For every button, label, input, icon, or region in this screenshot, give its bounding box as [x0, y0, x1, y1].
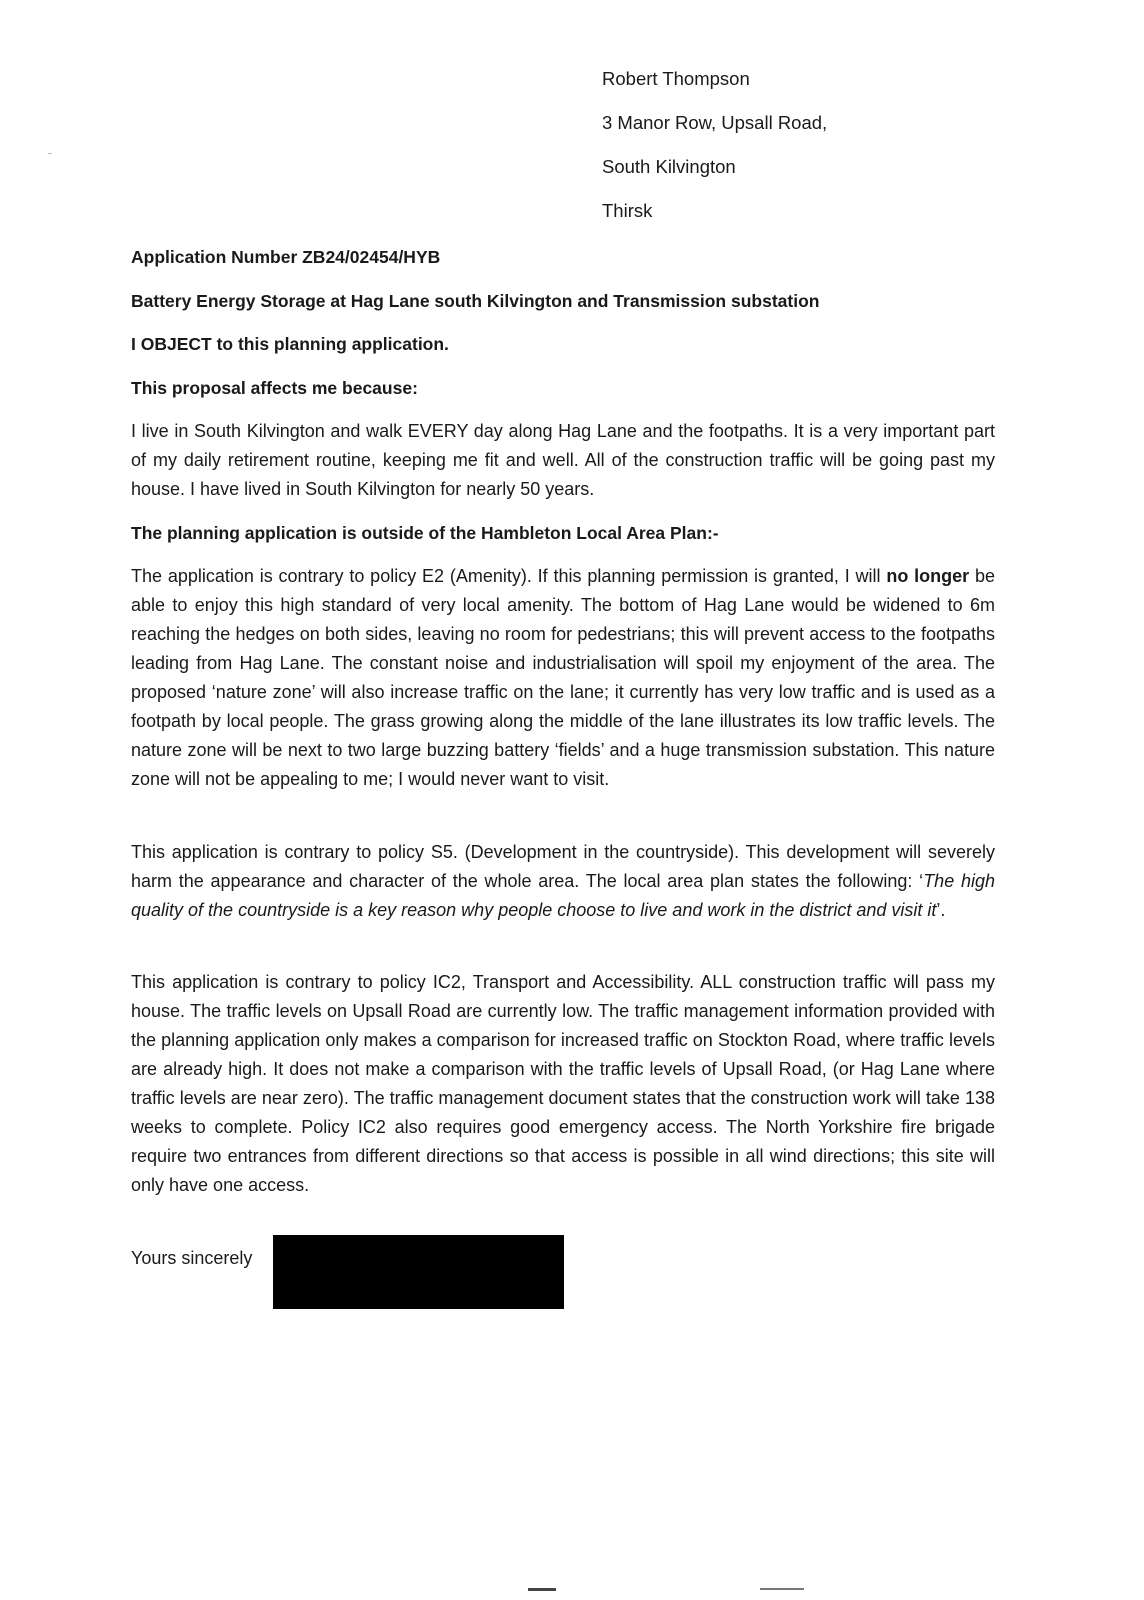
affects-paragraph [131, 417, 995, 504]
policy-e2-text-start: The application is contrary to policy E2 (Amenity). If this planning permission is granted, I will [131, 566, 887, 586]
policy-s5-quote: The high quality of the countryside is a key reason why people choose to live and work in the district and visit it [131, 871, 995, 920]
policy-s5-text-start: This application is contrary to policy S5. (Development in the countryside). This development will severely harm the appearance and character of the whole area. The local area plan states the following: ‘ [131, 842, 995, 891]
affects-paragraph-text: I live in South Kilvington and walk EVERY day along Hag Lane and the footpaths. It is a very important part of my daily retirement routine, keeping me fit and well. All of the construction traffic will be going past my house. I have lived in South Kilvington for nearly 50 years. [131, 421, 995, 499]
policy-s5-text-end: ’. [936, 900, 946, 920]
local-plan-heading: The planning application is outside of the Hambleton Local Area Plan:- [131, 523, 719, 543]
sender-address [602, 68, 827, 244]
policy-s5-paragraph [131, 838, 995, 925]
scan-artifact [528, 1588, 556, 1591]
scan-artifact [760, 1588, 804, 1590]
sender-name: Robert Thompson [602, 68, 750, 89]
objection-statement: I OBJECT to this planning application. [131, 334, 449, 354]
policy-e2-emphasis: no longer [886, 566, 970, 586]
sender-address-line-2: South Kilvington [602, 156, 736, 177]
policy-ic2-text: This application is contrary to policy IC2, Transport and Accessibility. ALL construction traffic will pass my house. The traffic levels on Upsall Road are currently low. The traffic management information provided with the planning application only makes a comparison for increased traffic on Stockton Road, where traffic levels are already high. It does not make a comparison with the traffic levels of Upsall Road, (or Hag Lane where traffic levels are near zero). The traffic management document states that the construction work will take 138 weeks to complete. Policy IC2 also requires good emergency access. The North Yorkshire fire brigade require two entrances from different directions so that access is possible in all wind directions; this site will only have one access. [131, 972, 995, 1195]
policy-ic2-paragraph [131, 968, 995, 1200]
redacted-signature-block [273, 1235, 564, 1309]
closing-salutation: Yours sincerely [131, 1248, 253, 1268]
sender-address-line-3: Thirsk [602, 200, 653, 221]
policy-e2-text-end: be able to enjoy this high standard of very local amenity. The bottom of Hag Lane would be widened to 6m reaching the hedges on both sides, leaving no room for pedestrians; this will prevent access to the footpaths leading from Hag Lane. The constant noise and industrialisation will spoil my enjoyment of the area. The proposed ‘nature zone’ will also increase traffic on the lane; it currently has very low traffic and is used as a footpath by local people. The grass growing along the middle of the lane illustrates its low traffic levels. The nature zone will be next to two large buzzing battery ‘fields’ and a huge transmission substation. This nature zone will not be appealing to me; I would never want to visit. [131, 566, 995, 789]
policy-e2-paragraph [131, 562, 995, 794]
proposal-title: Battery Energy Storage at Hag Lane south Kilvington and Transmission substation [131, 291, 820, 311]
application-number: Application Number ZB24/02454/HYB [131, 247, 441, 267]
affects-heading: This proposal affects me because: [131, 378, 418, 398]
sender-address-line-1: 3 Manor Row, Upsall Road, [602, 112, 828, 133]
scan-artifact [48, 153, 52, 154]
